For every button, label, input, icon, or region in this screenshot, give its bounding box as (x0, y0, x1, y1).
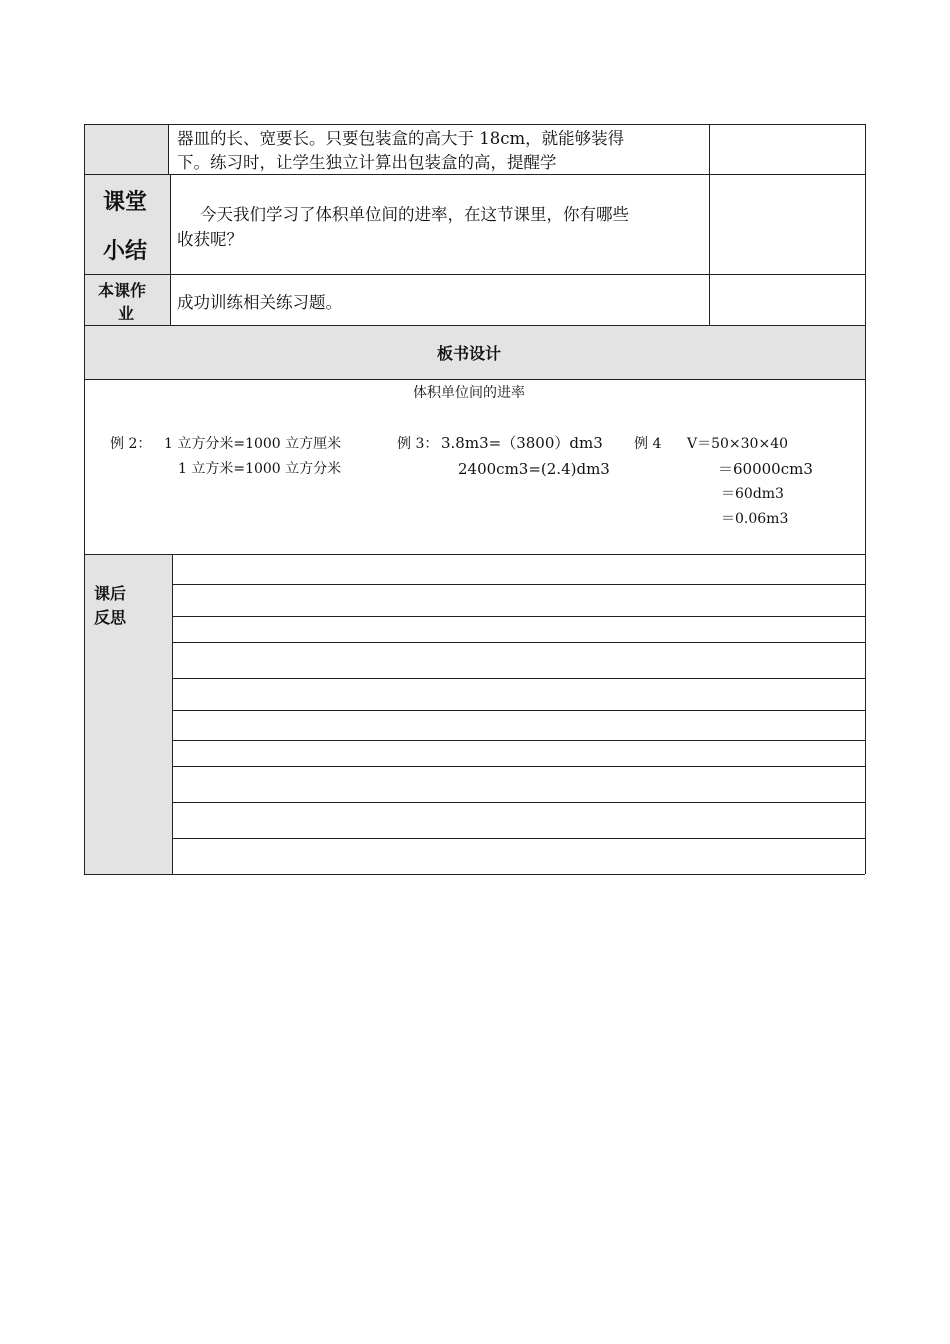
homework-content: 成功训练相关练习题。 (177, 293, 342, 312)
summary-content-line2: 收获呢？ (177, 230, 243, 249)
row1-content-line1: 器皿的长、宽要长。只要包装盒的高大于 18cm，就能够装得 (177, 129, 625, 148)
row1-label-cell (85, 125, 168, 175)
example4-label: 例 4 (634, 436, 662, 452)
example4-line1: V＝50×30×40 (687, 436, 789, 452)
reflection-label-line1: 课后 (94, 584, 127, 603)
summary-content-line1: 今天我们学习了体积单位间的进率，在这节课里，你有哪些 (200, 205, 629, 224)
example3-label: 例 3： (397, 436, 439, 452)
example2-line1: 1 立方分米=1000 立方厘米 (164, 436, 342, 452)
board-title: 体积单位间的进率 (413, 385, 525, 401)
reflection-label-line2: 反思 (94, 608, 127, 627)
example3-line1: 3.8m3=（3800）dm3 (441, 434, 603, 452)
homework-label-line1: 本课作 (98, 281, 147, 300)
summary-label-line2: 小结 (103, 239, 148, 264)
example4-line3: ＝60dm3 (721, 486, 784, 502)
row1-content-line2: 下。练习时，让学生独立计算出包装盒的高，提醒学 (177, 153, 557, 172)
homework-label-line2: 业 (118, 304, 135, 323)
summary-label-line1: 课堂 (103, 190, 148, 215)
example2-label: 例 2： (110, 436, 152, 452)
example4-line4: ＝0.06m3 (721, 511, 789, 527)
board-header: 板书设计 (437, 344, 502, 363)
example3-line2: 2400cm3=(2.4)dm3 (458, 460, 610, 478)
example2-line2: 1 立方米=1000 立方分米 (178, 461, 342, 477)
example4-line2: ＝60000cm3 (718, 460, 813, 478)
